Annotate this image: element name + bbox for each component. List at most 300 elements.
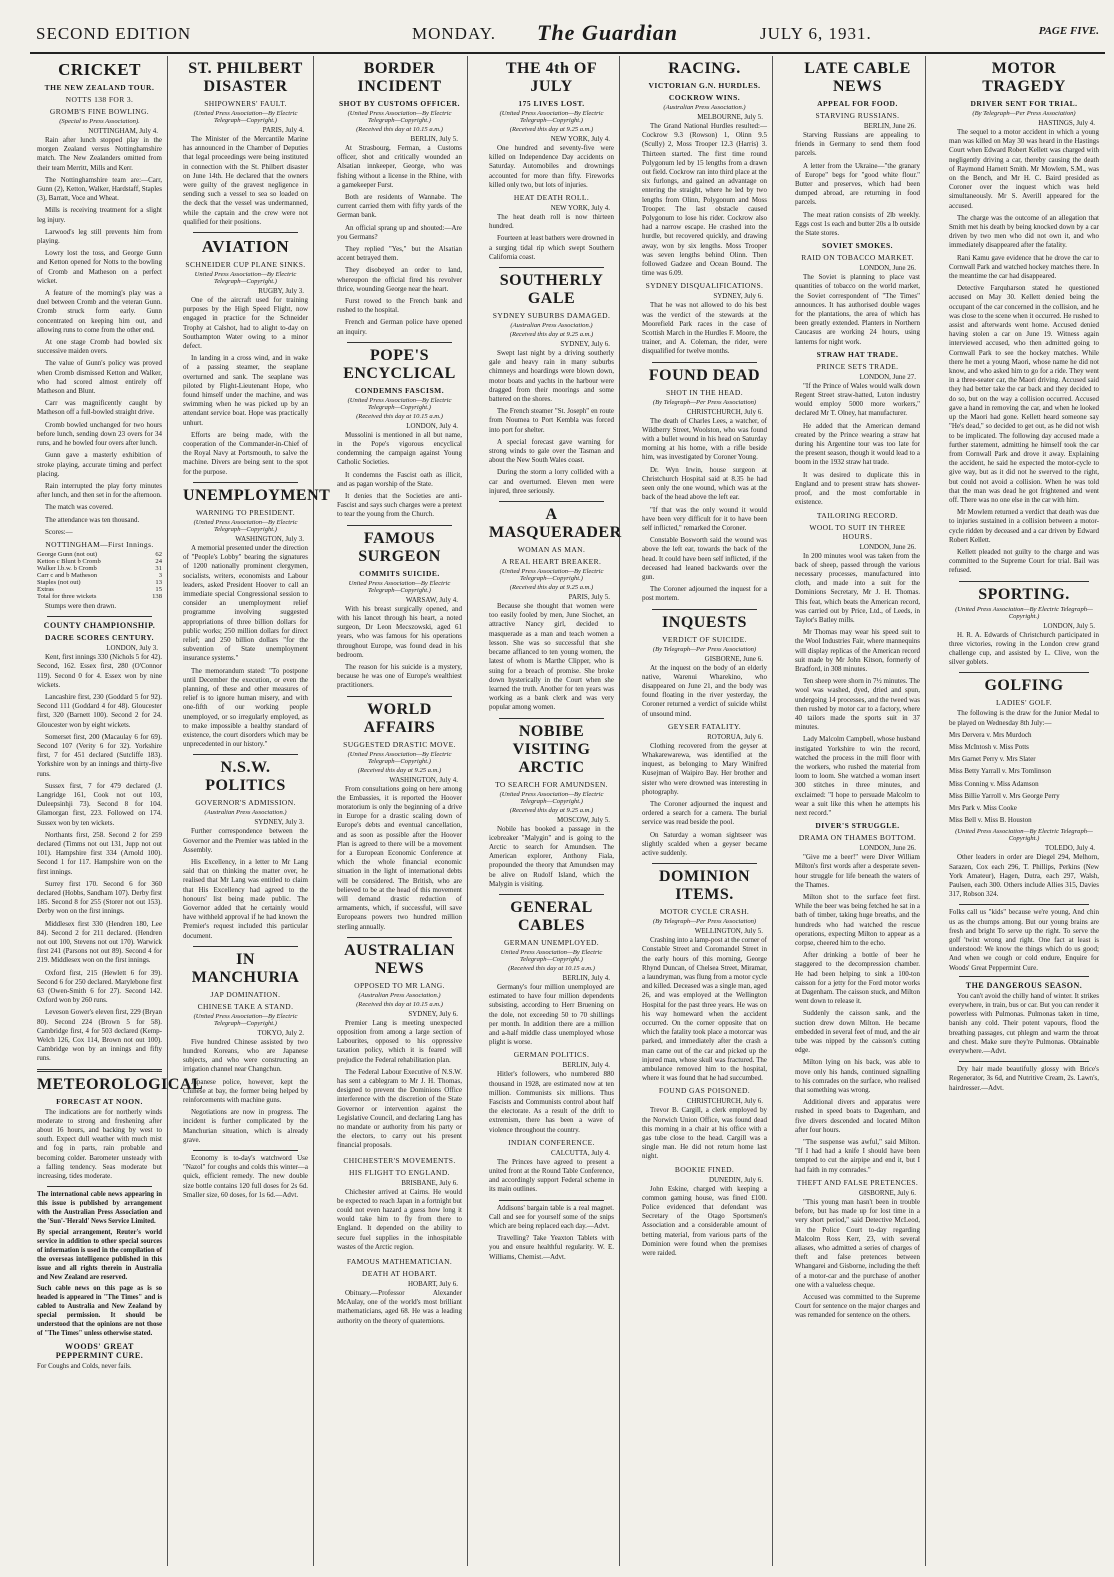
- motor-tragedy-paragraph: Mr Mowlem returned a verdict that death was due to injuries sustained in a collision between a motor-cycle ridden by deceased and a car driven by Edward Robert Kellett.: [949, 508, 1099, 544]
- sporting-story: [949, 586, 1099, 668]
- border-paragraph: At Strasbourg, Ferman, a Customs officer, shot and critically wounded an Alsatian innkeeper, George, who was fishing without a license in the Rhine, with a gamekeeper Furst.: [337, 144, 462, 189]
- golfing-subhead: LADIES' GOLF.: [996, 698, 1052, 708]
- cricket-paragraph: Rain interrupted the play forty minutes after lunch, and then set in for the afternoon.: [37, 481, 162, 500]
- table-row: [37, 565, 162, 572]
- geyser-paragraph: On Saturday a woman sightseer was slightly scalded when a geyser became active suddenly.: [642, 830, 767, 857]
- chichester-subhead: HIS FLIGHT TO ENGLAND.: [349, 1167, 450, 1177]
- general-cables-credit: United Press Association—By Electric Telegraph—Copyright.): [500, 948, 603, 963]
- world-affairs-story: [337, 701, 462, 932]
- nsw-subhead: GOVERNOR'S ADMISSION.: [195, 798, 296, 808]
- manchuria-subhead: JAP DOMINATION.: [210, 989, 281, 999]
- pope-paragraph: It denies that the Societies are anti-Fascist and says such charges were a pretext to tear the young from the Church.: [337, 492, 462, 519]
- racing-credit: (Australian Press Association.): [663, 104, 746, 111]
- list-item: Mrs Park v. Miss Cooke: [949, 803, 1017, 812]
- tailoring-paragraph: Lady Malcolm Campbell, whose husband instigated Yorkshire to win the record, watched the process in the mill floor with the workers, who rushed the material from loom to loom. She watched a woman insert 300 stitches in three minutes, and exclaimed: "I hope to persuade Malcolm to wear a suit like this when he attempts his next record.": [795, 735, 920, 817]
- nobile-story: [489, 723, 614, 889]
- surgeon-story: [337, 530, 462, 691]
- divider: [499, 501, 604, 502]
- surgeon-paragraph: The reason for his suicide is a mystery, because he was one of Europe's wealthiest practitioners.: [337, 662, 462, 690]
- found-dead-credit: (By Telegraph—Per Press Association): [652, 398, 757, 406]
- philbert-headline: ST. PHILBERT DISASTER: [188, 60, 303, 95]
- soviet-paragraph: The Soviet is planning to place vast quantities of tobacco on the world market, the Soviet correspondent of "The Times" announces. It has authorised double wages for the plantations, the area of which has been greatly extended. Planters in Northern Caucasus are working 24 hours, using lanterns for night work.: [795, 273, 920, 346]
- german-politics-dateline: BERLIN, July 4.: [562, 1061, 610, 1070]
- batsman-name: Ketton c Blunt b Cromb: [37, 557, 101, 565]
- masquerader-headline: A MASQUERADER: [489, 506, 622, 542]
- late-cable-story: [795, 60, 920, 1321]
- australian-news-story: [337, 942, 462, 1151]
- table-row: [37, 558, 162, 565]
- indian-conference-headline: INDIAN CONFERENCE.: [508, 1137, 595, 1147]
- cricket-paragraph: Cromb bowled unchanged for two hours before lunch, sending down 23 overs for 34 runs, and he bowled four overs after lunch.: [37, 420, 162, 448]
- sporting-headline: SPORTING.: [978, 585, 1070, 603]
- disqualifications-headline: SYDNEY DISQUALIFICATIONS.: [645, 281, 764, 291]
- divider: [652, 362, 757, 363]
- border-paragraph: They replied "Yes," but the Alsatian accent betrayed them.: [337, 245, 462, 263]
- divider: [652, 609, 757, 610]
- border-subhead: SHOT BY CUSTOMS OFFICER.: [338, 99, 461, 108]
- cricket-dateline: NOTTINGHAM, July 4.: [88, 127, 158, 135]
- pope-story: [337, 347, 462, 520]
- county-paragraph: Somerset first, 200 (Macaulay 6 for 69). Second 107 (Verity 6 for 32). Yorkshire first, 7 for 451 declared (Sutcliffe 183). Yorkshire won by an innings and thirty-five runs.: [37, 732, 162, 778]
- masthead: [30, 18, 1105, 54]
- racing-dateline: MELBOURNE, July 5.: [697, 113, 763, 121]
- found-dead-subhead: SHOT IN THE HEAD.: [666, 387, 743, 397]
- chichester-story: [337, 1156, 462, 1252]
- bookie-paragraph: John Eskine, charged with keeping a common gaming house, was fined £100. Police evidenced that defendant was Secretary of the Otago Sportsmen's Association and a considerable amount of betting material, from various parts of the Dominion were found when the premises were raided.: [642, 1184, 767, 1258]
- border-credit: (United Press Association—By Electric Telegraph—Copyright.): [347, 110, 452, 124]
- batsman-runs: 62: [155, 550, 162, 558]
- unemployment-subhead: WARNING TO PRESIDENT.: [195, 507, 296, 517]
- pope-paragraph: It condemns the Fascist oath as illicit, and as pagan worship of the State.: [337, 470, 462, 488]
- motor-tragedy-paragraph: Kellett pleaded not guilty to the charge and was committed to the Supreme Court for trial. Bail was refused.: [949, 547, 1099, 575]
- list-item: Miss Billie Yarroll v. Mrs George Perry: [949, 791, 1060, 800]
- disqualifications-paragraph: That he was not allowed to do his best was the verdict of the stewards at the Moorefield Park races in the case of Scottish March in the Hurdles F. Moore, the trainer, and A. Coleman, the rider, were disqualified for twelve months.: [642, 301, 767, 356]
- border-received: (Received this day at 10.15 a.m.): [356, 126, 443, 133]
- general-cables-subhead: GERMAN UNEMPLOYED.: [503, 937, 600, 947]
- mathematician-story: [337, 1257, 462, 1326]
- heat-dateline: NEW YORK, July 4.: [550, 204, 610, 213]
- addisons-ad: Addisons' bargain table is a real magnet. Call and see for yourself some of the snips which are being replaced each day.—Advt.: [489, 1203, 614, 1230]
- dominion-subhead: MOTOR CYCLE CRASH.: [659, 907, 750, 917]
- nobile-credit: (United Press Association—By Electric Telegraph—Copyright.): [499, 790, 604, 805]
- july4-subhead: 175 LIVES LOST.: [518, 99, 585, 108]
- day-label: MONDAY.: [412, 24, 496, 43]
- manchuria-story: [183, 951, 308, 1145]
- inquests-dateline: GISBORNE, June 6.: [704, 654, 763, 663]
- july4-dateline: NEW YORK, July 4.: [550, 135, 610, 143]
- found-dead-story: [642, 367, 767, 604]
- edition-label: SECOND EDITION: [36, 24, 192, 43]
- racing-headline: RACING.: [668, 60, 741, 77]
- pope-dateline: LONDON, July 4.: [406, 421, 458, 430]
- column-1: [32, 56, 204, 1566]
- masquerader-subhead: WOMAN AS MAN.: [517, 545, 586, 555]
- diver-paragraph: "Give me a beer!" were Diver William Milton's first words after a desperate seven-hour struggle for life beneath the waters of the Thames.: [795, 853, 920, 889]
- tailoring-paragraph: In 200 minutes wool was taken from the back of sheep, passed through the various necessary processes, manufactured into cloth, and made into a suit for the Dominions Secretary, Mr J. H. Thomas. This feat, which beats the American record, was carried out by Price, Ltd., of Leeds, in Taylor's Batley mills.: [795, 551, 920, 624]
- tailoring-subhead: WOOL TO SUIT IN THREE HOURS.: [809, 522, 906, 541]
- diver-dateline: LONDON, June 26.: [859, 844, 916, 853]
- straw-hat-paragraph: He added that the American demand created by the Prince wearing a straw hat during his Argentine tour was too late for the present season, though it would lead to a boom in the 1932 straw hat trade.: [795, 421, 920, 467]
- divider: [499, 267, 604, 268]
- dominion-dateline: WELLINGTON, July 5.: [694, 927, 763, 936]
- cricket-paragraph: The attendance was ten thousand.: [45, 515, 140, 524]
- tailoring-dateline: LONDON, June 26.: [859, 542, 916, 551]
- met-paragraph: The indications are for northerly winds moderate to strong and freshening after about 16 hours, and backing by west to south. Expect dull weather with much mist and fog in parts, rain probable and becoming colder. Barometer unsteady with a falling tendency. Seas moderate but increasing, tides moderate.: [37, 1107, 162, 1181]
- batsman-name: Carr c and b Matheson: [37, 571, 98, 579]
- county-paragraph: Northants first, 258. Second 2 for 259 declared (Timms not out 131, Jupp not out 101). Hampshire first 334 (Arnold 100). Second 1 for 117. Hampshire won on the first innings.: [37, 830, 162, 876]
- date-label: JULY 6, 1931.: [760, 24, 872, 43]
- geyser-headline: GEYSER FATALITY.: [667, 721, 742, 731]
- disqualifications-dateline: SYDNEY, July 6.: [713, 292, 763, 301]
- border-headline: BORDER INCIDENT: [357, 60, 442, 95]
- scores-label: Scores:—: [45, 527, 73, 536]
- county-paragraph: Sussex first, 7 for 479 declared (J. Langridge 161, Cook not out 103, Duleepsinhji 73). Second 8 for 104. Glamorgan first, 223. Followed on 174. Sussex won by ten wickets.: [37, 781, 162, 827]
- scorecard-table: [37, 551, 162, 600]
- cricket-paragraph: Mills is receiving treatment for a slight leg injury.: [37, 206, 162, 224]
- cable-notice: The international cable news appearing in this issue is published by arrangement with the Australian Press Association and the 'Sun'-'Herald' News Service Limited.: [37, 1191, 162, 1226]
- geyser-paragraph: The Coroner adjourned the inquest and ordered a search for a camera. The burial service was read beside the pool.: [642, 799, 767, 827]
- german-politics-paragraph: Hitler's followers, who numbered 880 thousand in 1928, are estimated now at ten million. Communists six millions. Thus Fascists and Communists control about half the electorate. As a result of the drift to extremism, there has been a wave of violence throughout the country.: [489, 1070, 614, 1134]
- batsman-name: Extras: [37, 585, 54, 593]
- dominion-paragraph: Crashing into a lamp-post at the corner of Constable Street and Coromandel Street in the early hours of this morning, George Rhynd Duncan, of Chelsea Street, Miramar, a laundryman, was flung from a motor cycle and killed. Deceased was a single man, aged 26, and was employed at the Wellington Hospital for the past three years. He was on his way homeward when the accident occurred. On the corner opposite that on which the fatality took place a motorcar was parked, and immediately after the crash a man came out of the car and picked up the injured man, whose skull was fractured. The ambulance removed him to the hospital, where it was found that he had succumbed.: [642, 936, 767, 1083]
- dangerous-season-story: [949, 981, 1099, 1056]
- inquests-paragraph: At the inquest on the body of an elderly native, Warenui Wharekino, who disappeared on June 21, and the body was found floating in the river yesterday, the Coroner returned a verdict of suicide whilst of unsound mind.: [642, 663, 767, 718]
- theft-paragraph: "This young man hasn't been in trouble before, but has made up for lost time in a very short period," said Detective McLeod, in the Police Court to-day regarding Malcolm Ross Kerr, 23, with several aliases, who admitted a series of charges of theft and false pretences between Whangarei and Gisborne, including the theft of a motor-car and the purchase of another one with a valueless cheque.: [795, 1197, 920, 1289]
- straw-hat-subhead: PRINCE SETS TRADE.: [816, 361, 899, 371]
- cricket-paragraph: Larwood's leg still prevents him from playing.: [37, 227, 162, 246]
- gas-paragraph: Trevor B. Cargill, a clerk employed by the Norwich Union Office, was found dead this morning in a chair at his office with a gas tube close to the head. Cargill was a single man. He did not return home last night.: [642, 1106, 767, 1161]
- australian-news-credit: (Australian Press Association.): [358, 991, 441, 999]
- divider: [959, 581, 1089, 582]
- border-paragraph: They disobeyed an order to land, whereupon the official fired his revolver thrice, wounding George near the heart.: [337, 266, 462, 293]
- border-story: [337, 60, 462, 337]
- motor-tragedy-paragraph: The sequel to a motor accident in which a young man was killed on May 30 was heard in the Hastings Court when Edward Robert Kellett was charged with negligently driving a car, thereby causing the death of Raymond Harnett Smith. Mr Mowlem, S.M., was on the Bench, and Mr H. C. Baird presided as Coroner over the inquest which was held simultaneously. Mr S. Averill appeared for the accused.: [949, 128, 1099, 210]
- meteorological-story: [37, 1075, 204, 1182]
- surgeon-credit: United Press Association—By Electric Telegraph—Copyright.): [348, 579, 451, 594]
- county-paragraph: Oxford first, 215 (Hewlett 6 for 39). Second 6 for 250 declared. Marylebone first 63 (Owen-Smith 6 for 27). Second 142. Oxford won by 260 runs.: [37, 968, 162, 1005]
- list-item: Miss McIntosh v. Miss Potts: [949, 742, 1029, 751]
- table-row: [37, 579, 162, 586]
- batsman-name: George Gunn (not out): [37, 550, 98, 558]
- mathematician-subhead: DEATH AT HOBART.: [361, 1269, 438, 1279]
- stumps-note: Stumps were then drawn.: [45, 601, 117, 610]
- batsman-runs: 13: [155, 578, 162, 586]
- county-paragraph: Leveson Gower's eleven first, 229 (Bryan 80). Second 224 (Brown 5 for 58). Cambridge first, 4 for 503 declared (Kemp-Welch 126, Cox 114, Brown not out 100). Cambridge won by an innings and fifty runs.: [37, 1008, 162, 1063]
- late-cable-subhead: APPEAL FOR FOOD.: [817, 99, 898, 108]
- aviation-headline: AVIATION: [201, 237, 290, 257]
- aviation-subhead: SCHNEIDER CUP PLANE SINKS.: [185, 260, 306, 270]
- july4-received: (Received this day at 9.25 a.m.): [509, 126, 594, 133]
- cricket-paragraph: Gunn gave a masterly exhibition of stroke playing, accurate timing and perfect placing.: [37, 451, 162, 478]
- theft-headline: THEFT AND FALSE PRETENCES.: [796, 1177, 919, 1187]
- unemployment-dateline: WASHINGTON, July 3.: [235, 534, 304, 543]
- soviet-headline: SOVIET SMOKES.: [821, 241, 894, 251]
- divider: [47, 1186, 152, 1187]
- column-7: [944, 56, 1104, 1566]
- divider: [47, 616, 152, 617]
- chichester-paragraph: Chichester arrived at Cairns. He would be expected to reach Japan in a fortnight but could not even hazard a guess how long it would take him to fly from there to England. It depended on the ability to secure fuel supplies in the inhospitable wastes of the Arctic region.: [337, 1187, 462, 1251]
- straw-hat-dateline: LONDON, June 27.: [859, 372, 916, 381]
- divider: [193, 946, 298, 947]
- sporting-paragraph: H. R. A. Edwards of Christchurch participated in three victories, rowing in the London crew grand challenge cup, and assisted by L. Clive, won the silver goblets.: [949, 630, 1099, 667]
- cable-notice: Such cable news on this page as is so headed is appeared in "The Times" and is cabled to Australia and New Zealand by special permission. It should be understood that the opinions are not those of "The Times" unless otherwise stated.: [37, 1285, 162, 1338]
- batsman-runs: 15: [155, 585, 162, 593]
- ad-headline: WOODS' GREAT PEPPERMINT CURE.: [55, 1342, 144, 1361]
- gale-paragraph: The French steamer "St. Joseph" en route from Noumea to Port Kembla was forced into port for shelter.: [489, 407, 614, 434]
- mathematician-headline: FAMOUS MATHEMATICIAN.: [346, 1257, 453, 1267]
- australian-news-paragraph: The Federal Labour Executive of N.S.W. has sent a cablegram to Mr J. H. Thomas, designed to prevent the Dominions Office interference with the discretion of the State Governor or intervention against the Legislative Council, and declaring Lang has no mandate or authority from his party or the electors, to carry out his present financial proposals.: [337, 1067, 462, 1150]
- met-headline: METEOROLOGICAL: [37, 1075, 204, 1093]
- county-paragraph: Surrey first 170. Second 6 for 360 declared (Hobbs, Sandham 107). Derby first 185. Second 8 for 255 (Storer not out 153). Derby won on the first innings.: [37, 879, 162, 916]
- golfing-paragraph: The following is the draw for the Junior Medal to be played on Wednesday 8th July:—: [949, 709, 1099, 727]
- motor-tragedy-subhead: DRIVER SENT FOR TRIAL.: [970, 99, 1078, 108]
- aviation-dateline: RUGBY, July 3.: [258, 287, 304, 296]
- nazol-ad: Economy is to-day's watchword Use "Nazol" for coughs and colds this winter—a quick, efficient remedy. The new double size bottle contains 120 full doses for 2s 6d. Smaller size, 60 doses, for 1s 6d.—Advt.: [183, 1154, 308, 1199]
- pope-credit: (United Press Association—By Electric Telegraph—Copyright.): [347, 396, 452, 411]
- gale-subhead: SYDNEY SUBURBS DAMAGED.: [492, 311, 611, 321]
- gale-story: [489, 272, 614, 496]
- australian-news-subhead: OPPOSED TO MR LANG.: [354, 980, 445, 990]
- inquests-credit: (By Telegraph—Per Press Association): [652, 645, 757, 653]
- straw-hat-paragraph: "If the Prince of Wales would walk down Regent Street straw-hatted, Luton industry would employ 5000 more workers," declared Mr T. Olney, hat manufacturer.: [795, 381, 920, 418]
- divider: [499, 718, 604, 719]
- county-paragraph: Kent, first innings 330 (Nichols 5 for 42). Second, 162. Essex first, 280 (O'Connor 119). Second 0 for 4. Essex won by nine wickets.: [37, 653, 162, 689]
- aviation-credit: United Press Association—By Electric Telegraph—Copyright.): [194, 271, 297, 286]
- found-dead-dateline: CHRISTCHURCH, July 6.: [686, 407, 763, 416]
- border-dateline: BERLIN, July 5.: [410, 135, 458, 143]
- divider: [959, 976, 1089, 977]
- found-dead-headline: FOUND DEAD: [648, 366, 761, 384]
- found-dead-paragraph: The death of Charles Lees, a watcher, of Wildberry Street, Woolston, who was found with a bullet wound in his head on Saturday morning at his home, with a rifle beside him, was investigated by Coroner Young.: [642, 416, 767, 462]
- cricket-credit: (Special to Press Association).: [59, 118, 140, 125]
- pope-received: (Received this day at 10.15 a.m.): [356, 412, 443, 420]
- general-cables-headline: GENERAL CABLES: [510, 898, 593, 934]
- surgeon-subhead: COMMITS SUICIDE.: [359, 568, 440, 578]
- manchuria-paragraph: Negotiations are now in progress. The incident is further complicated by the Manchurian situation, which is already grave.: [183, 1108, 308, 1144]
- table-row: [37, 551, 162, 558]
- gale-paragraph: Swept last night by a driving southerly gale and heavy rain in many suburbs chimneys and hoardings were blown down, motor boats and yachts in the harbour were dragged from their moorings and some battered on the shores.: [489, 349, 614, 404]
- late-cable-paragraph: The meat ration consists of 2lb weekly. Eggs cost 1s each and butter 20s a lb outside the State stores.: [795, 210, 921, 238]
- batsman-runs: 24: [155, 557, 162, 565]
- straw-hat-paragraph: It was desired to duplicate this in England and to present straw hats shower-proof, and the most comfortable in existence.: [795, 470, 920, 507]
- general-cables-paragraph: Germany's four million unemployed are estimated to have four million dependents subsisting, according to Herr Bruening on the dole, not exceeding 50 to 70 shillings per month. In addition there are a million and a-half middle class unemployed whose plight is worse.: [489, 982, 614, 1047]
- surgeon-paragraph: With his breast surgically opened, and with his lancet through his heart, a noted surgeon, Dr Leon Mecszowski, aged 61 years, who was famous for his operations throughout Europe, was found dead in his bedroom.: [337, 604, 462, 659]
- german-politics-headline: GERMAN POLITICS.: [513, 1050, 590, 1060]
- table-row: [37, 586, 162, 593]
- met-subhead: FORECAST AT NOON.: [56, 1096, 143, 1106]
- cricket-paragraph: The Nottinghamshire team are:—Carr, Gunn (2), Ketton, Walker, Hardstaff, Staples (3), Barratt, Voce and Wheat.: [37, 175, 162, 203]
- motor-tragedy-paragraph: The charge was the outcome of an allegation that Smith met his death by being knocked down by a car driven by two men who did not own it, and who immediately disappeared after the fatality.: [949, 213, 1099, 250]
- pope-headline: POPE'S ENCYCLICAL: [343, 346, 456, 382]
- inquests-story: [642, 614, 767, 859]
- pope-paragraph: Mussolini is mentioned in all but name, in the Pope's vigorous encyclical condemning the campaign against Young Catholic Societies.: [337, 430, 462, 467]
- theft-dateline: GISBORNE, July 6.: [858, 1188, 916, 1197]
- toledo-dateline: TOLEDO, July 4.: [1044, 844, 1095, 853]
- cricket-paragraph: At one stage Cromb had bowled six successive maiden overs.: [37, 338, 162, 356]
- racing-paragraph: The Grand National Hurdles resulted:—Cockrow 9.3 (Rowson) 1, Olinn 9.5 (Scully) 2, Moss Trooper 12.3 (Harris) 3. Thirteen started. The first time round Polygonum led by 15 lengths from a drawn out field. Cockrow ran into third place at the six furlongs, and gained an advantage on entering the straight, where he led by two lengths from Olinn, Polygonum and Moss Trooper. The last obstacle caused Polygonum to lose his rider. Cockrow also had a narrow escape. He crashed into the hurdle, but recovered quickly, and drawing away, won by six lengths. Moss Trooper was seven lengths behind Olinn. Then followed Gadzee and Ocean Bound. The time was 6.09.: [642, 122, 767, 278]
- found-dead-paragraph: Constable Bosworth said the wound was above the left ear, towards the back of the head. It could have been self inflicted, if the deceased had leaned backwards over the gun.: [642, 536, 767, 581]
- county-subhead: DACRE SCORES CENTURY.: [45, 633, 154, 643]
- table-row: [37, 572, 162, 579]
- divider: [37, 1069, 162, 1072]
- unemployment-paragraph: A memorial presented under the direction of "People's Lobby" bearing the signatures of 1200 nationally prominent clergymen, socialists, writers, economists and Labour leaders, asked President Hoover to call an immediate special Congressional session to consider an unemployment relief programme involving suggested appropriations of three billion dollars for public works; 250 million dollars for direct relief; and 250 billion dollars "for the subvention of State unemployment insurance systems.": [183, 543, 308, 663]
- gale-paragraph: A special forecast gave warning for strong winds to gale over the Tasman and about the New South Wales coast.: [489, 437, 614, 465]
- chichester-headline: CHICHESTER'S MOVEMENTS.: [343, 1155, 456, 1165]
- divider: [347, 937, 452, 938]
- county-paragraph: Lancashire first, 230 (Goddard 5 for 92). Second 111 (Goddard 4 for 48). Gloucester first, 320 (Barnett 100). Second 2 for 24. Gloucester won by eight wickets.: [37, 692, 162, 729]
- masquerader-subhead-2: A REAL HEART BREAKER.: [501, 557, 602, 567]
- diver-headline: DIVER'S STRUGGLE.: [815, 821, 900, 831]
- general-cables-dateline: BERLIN, July 4.: [562, 973, 610, 982]
- golfing-headline: GOLFING: [984, 677, 1064, 695]
- diver-paragraph: After drinking a bottle of beer he staggered to the decompression chamber. He had been helping to sink a 100-ton caisson for a jetty for the Ford motor works at Dagenham. The caisson stuck, and Milton went down to release it.: [795, 951, 920, 1006]
- nsw-dateline: SYDNEY, July 3.: [254, 818, 304, 827]
- cricket-paragraph: Carr was magnificently caught by Matheson off a full-bowled straight drive.: [37, 399, 162, 417]
- motor-tragedy-story: [949, 60, 1099, 576]
- manchuria-dateline: TOKYO, July 2.: [257, 1028, 304, 1037]
- dangerous-season-headline: THE DANGEROUS SEASON.: [965, 980, 1083, 990]
- divider: [193, 482, 298, 483]
- border-paragraph: An official sprang up and shouted:—Are you Germans?: [337, 223, 462, 241]
- nsw-paragraph: His Excellency, in a letter to Mr Lang said that on thinking the matter over, he realised that Mr Lang was entitled to claim that His Excellency had agreed to the honours' list being made public. The Governor added that he certainly would have withheld approval if he had known the Premier's request included this particular document.: [183, 857, 308, 940]
- divider: [499, 1200, 604, 1201]
- diver-paragraph: Milton shot to the surface feet first. While the beer was being fetched he sat in a bath of timber, taking huge breaths, and the hundreds who had watched the rescue operations, expecting Milton to appear as a corpse, cheered him to the echo.: [795, 893, 920, 948]
- toledo-credit: (United Press Association—By Electric Telegraph—Copyright.): [955, 828, 1093, 843]
- late-cable-headline: LATE CABLE NEWS: [804, 60, 911, 95]
- world-affairs-credit: (United Press Association—By Electric Telegraph—Copyright.): [347, 750, 452, 765]
- manchuria-paragraph: Japanese police, however, kept the Chinese at bay, the former being helped by reinforcements with machine guns.: [183, 1077, 308, 1105]
- masquerader-credit: (United Press Association—By Electric Telegraph—Copyright.): [499, 568, 604, 583]
- diver-paragraph: Milton lying on his back, was able to move only his hands, continued signalling to his comrades on the surface, who realised that something was wrong.: [795, 1058, 920, 1095]
- soviet-dateline: LONDON, June 26.: [859, 264, 916, 273]
- late-cable-dateline: BERLIN, June 26.: [863, 122, 916, 130]
- cricket-headline: CRICKET: [58, 60, 141, 79]
- world-affairs-subhead: SUGGESTED DRASTIC MOVE.: [343, 739, 456, 749]
- toledo-paragraph: Other leaders in order are Diegel 294, Melhorn, Sarazen, Cox each 296, T. Phillips, Perkins (New York Amateur), Hagen, Dutra, each 297, Walsh, Paulsen, each 300. Others include Allies 315, Davies 317, Robson 324.: [949, 853, 1099, 899]
- list-item: Mrs Dervera v. Mrs Murdoch: [949, 730, 1032, 739]
- straw-hat-headline: STRAW HAT TRADE.: [816, 349, 899, 359]
- divider: [499, 894, 604, 895]
- chichester-dateline: BRISBANE, July 6.: [401, 1178, 458, 1187]
- motor-tragedy-credit: (By Telegraph—Per Press Association): [972, 110, 1076, 117]
- racing-subhead-2: COCKROW WINS.: [668, 93, 741, 102]
- list-item: Miss Betty Yarrall v. Mrs Tomlinson: [949, 767, 1052, 776]
- border-paragraph: French and German police have opened an inquiry.: [337, 318, 462, 336]
- divider: [959, 672, 1089, 673]
- divider: [193, 1150, 298, 1151]
- tailoring-paragraph: Ten sheep were shorn in 7½ minutes. The wool was washed, dyed, dried and spun, undergoing 14 processes, and the tweed was then rushed by motor car to a factory, where 40 tailors made the sports suit in 37 minutes.: [795, 677, 920, 732]
- column-4: [484, 56, 620, 1566]
- australian-news-received: (Received this day at 10.15 a.m.): [356, 1000, 443, 1008]
- verse-ad: Folks call us "kids" because we're young, And chin us as the chumps among. But our young brains are fresh and bright To serve up the right. To serve the golf 'twixt wrong and right. One fact at least is understood: We know the things which do us good; And when we cough or cold endure, Enquire for Woods' Great Peppermint Cure.: [949, 908, 1099, 972]
- theft-paragraph: Accused was committed to the Supreme Court for sentence on the major charges and was remanded for sentence on the others.: [795, 1292, 920, 1320]
- motor-tragedy-headline: MOTOR TRAGEDY: [982, 60, 1066, 95]
- cricket-subhead: THE NEW ZEALAND TOUR.: [44, 83, 155, 92]
- late-cable-paragraph: A letter from the Ukraine—"the granary of Europe" begs for "good white flour." Butter and preserves, which had been dumped abroad, are returning in food parcels.: [795, 161, 920, 207]
- divider: [193, 754, 298, 755]
- july4-story: [489, 60, 614, 262]
- motor-tragedy-paragraph: Rani Kamu gave evidence that he drove the car to Cornwall Park and watched hockey matches there. In the meantime the car had disappeared.: [949, 253, 1099, 281]
- motor-tragedy-dateline: HASTINGS, July 4.: [1038, 119, 1095, 127]
- australian-news-paragraph: Premier Lang is meeting unexpected opposition from among a large section of Labourites, opposed to his oppressive taxation policy, which it is feared will prejudice the Federal rehabilitation plan.: [337, 1018, 462, 1064]
- heat-paragraph: Fourteen at least bathers were drowned in a surging tidal rip which swept Southern California coast.: [489, 234, 615, 261]
- divider: [347, 696, 452, 697]
- philbert-credit: (United Press Association—By Electric Telegraph—Copyright.): [193, 110, 298, 124]
- late-cable-paragraph: Starving Russians are appealing to friends in Germany to send them food parcels.: [795, 131, 920, 158]
- dangerous-season-paragraph: You can't avoid the chilly hand of winter. It strikes everywhere, in train, bus or car. But you can render it powerless with Pulmonas. Pulmonas taken in time, banish any cold. Their potent vapours, flood the breathing passages, cut phlegm and warm the throat and chest. Make sure they're Pulmonas. Obtainable everywhere.—Advt.: [949, 991, 1099, 1056]
- found-dead-paragraph: Dr. Wyn Irwin, house surgeon at Christchurch Hospital said at 8.35 he had seen only the one wound, which was at the back of the head above the left ear.: [642, 465, 767, 502]
- manchuria-credit: (United Press Association—By Electric Telegraph—Copyright.): [193, 1012, 298, 1027]
- found-dead-paragraph: "If that was the only wound it would have been very difficult for it to have been self inflicted," remarked the Coroner.: [642, 505, 767, 532]
- soviet-subhead: RAID ON TOBACCO MARKET.: [801, 253, 914, 263]
- australian-news-dateline: SYDNEY, July 6.: [408, 1009, 458, 1018]
- gale-dateline: SYDNEY, July 6.: [560, 340, 610, 349]
- county-dateline: LONDON, July 3.: [106, 644, 158, 653]
- golfing-story: [949, 677, 1099, 899]
- philbert-paragraph: The Minister of the Mercantile Marine has announced in the Chamber of Deputies that legal proceedings were being instituted in connection with the St. Philbert disaster on June 14th. He declared that the owners were guilty of the gravest negligence in sending such a vessel to sea so loaded on the deck that the vessel was undermanned, while the captain and the crew were not qualified for their positions.: [183, 135, 308, 226]
- gale-headline: SOUTHERLY GALE: [499, 272, 604, 308]
- world-affairs-paragraph: From consultations going on here among the Embassies, it is reported the Hoover moratorium is only the beginning of a drive in Europe for a drastic scaling down of Europe's debts and eventual cancellation, and as soon as possible after the Hoover Plan is agreed to there will be a movement for a European Economic Conference at which the whole financial economic situation in the light of international debts will be considered. The British, who are believed to be at the head of this movement will demand drastic reduction of armaments, which, if successful, will save Europeans powers two hundred million sterling annually.: [337, 784, 462, 931]
- indian-conference-paragraph: The Princes have agreed to present a united front at the Round Table Conference, and accordingly support Federal scheme in its main outlines.: [489, 1157, 614, 1194]
- nsw-paragraph: Further correspondence between the Governor and the Premier was tabled in the Assembly.: [183, 827, 308, 854]
- philbert-story: [183, 60, 308, 227]
- gale-paragraph: During the storm a lorry collided with a car and overturned. Eleven men were injured, three seriously.: [489, 468, 614, 495]
- border-paragraph: Furst rowed to the French bank and rushed to the hospital.: [337, 297, 462, 315]
- sporting-dateline: LONDON, July 5.: [1043, 621, 1095, 630]
- divider: [652, 863, 757, 864]
- page-number: PAGE FIVE.: [1038, 25, 1099, 37]
- list-item: Miss Conning v. Miss Adamson: [949, 779, 1039, 788]
- masquerader-paragraph: Because she thought that women were too easily fooled by men, June Siochet, an attractive Nancy girl, decided to masquerade as a man and teach women a lesson. She was so successful that she became affianced to ten young women, the latest of whom is Marthe Clipper, who is suing for a breach of promise. She broke down hysterically in the Court when she learned the truth. Another for ten years was working as a bank clerk and was very popular among women.: [489, 602, 614, 712]
- cricket-story: [37, 60, 162, 611]
- aviation-paragraph: One of the aircraft used for training purposes by the High Speed Flight, now engaged in practice for the Schneider Trophy at Calshot, had to alight to-day on Southampton Water owing to a minor defect.: [183, 296, 308, 351]
- nsw-headline: N.S.W. POLITICS: [205, 759, 286, 795]
- unemployment-paragraph: The memorandum stated: "To postpone until December the execution, or even the planning, of these and other measures of relief is to ignore human misery, and with one-fifth of our working people unemployed, or so irregularly employed, as to make impossible a healthy standard of existence, the court disorders which may be unprecedented in our history.": [183, 666, 308, 749]
- indian-conference-dateline: CALCUTTA, July 4.: [551, 1148, 610, 1157]
- inquests-headline: INQUESTS: [662, 613, 747, 631]
- nobile-subhead: TO SEARCH FOR AMUNDSEN.: [495, 779, 608, 789]
- dominion-headline: DOMINION ITEMS.: [658, 868, 751, 904]
- county-story: [37, 621, 162, 1064]
- column-5: [637, 56, 773, 1566]
- innings-label: NOTTINGHAM—First Innings.: [45, 539, 154, 549]
- divider: [193, 232, 298, 233]
- cricket-subhead-3: GROMB'S FINE BOWLING.: [49, 107, 150, 116]
- july4-credit: (United Press Association—By Electric Telegraph—Copyright.): [499, 110, 604, 124]
- ad-body: For Coughs and Colds, never fails.: [37, 1363, 132, 1371]
- mathematician-paragraph: Obituary.—Professor Alexander McAulay, one of the world's most brilliant mathematicians, aged 68. He was a leading authority on the theory of quaternions.: [337, 1289, 462, 1325]
- nobile-paragraph: Nobile has booked a passage in the icebreaker "Malygin" and is going to the Arctic to search for Amundsen. The American explorer, Anthony Fiala, propounded the theory that Amundsen may be alive on Rudolf Island, which the Malygin is visiting.: [489, 824, 614, 888]
- tailoring-headline: TAILORING RECORD.: [816, 510, 899, 520]
- diver-paragraph: "The suspense was awful," said Milton. "If I had had a knife I should have been tempted to cut the airpipe and end it, but I had faith in my comrades.": [795, 1138, 920, 1174]
- masquerader-received: (Received this day at 9.25 a.m.): [509, 584, 594, 592]
- list-item: Mrs Garnet Perry v. Mrs Slater: [949, 755, 1036, 764]
- hair-ad: Dry hair made beautifully glossy with Brice's Regenerator, 3s 6d, and Nutritive Cream, 2s. Lawn's, hairdresser.—Advt.: [949, 1065, 1099, 1092]
- cricket-subhead-2: NOTTS 138 FOR 3.: [65, 95, 134, 104]
- unemployment-story: [183, 486, 331, 749]
- total-row: [37, 593, 162, 600]
- philbert-dateline: PARIS, July 4.: [262, 126, 304, 134]
- cricket-paragraph: The match was covered.: [45, 503, 114, 512]
- july4-headline: THE 4th OF JULY: [505, 60, 598, 95]
- cricket-paragraph: Rain after lunch stopped play in the morgen Zealand versus Nottinghamshire match. The New Zealanders omitted from their team Merritt, Mills and Kerr.: [37, 136, 162, 172]
- motor-tragedy-paragraph: Detective Farquharson stated he questioned accused on May 30. Kellett denied being the occupant of the car concerned in the collision, and he was close to the scene when it occurred. He rushed to assist and afterwards went home. Accused denied having stolen a car on June 19. Witness again interviewed accused, who then admitted going to Cornwall Park to see the hockey matches. While there he met a young Maori, whose name he did not know, and who asked him to go for a ride. They went in a three-seater car, the Maori driving. Accused said they had better take the car back and they decided to do so, but on the way a collision occurred. Accused gave a hand in removing the car, and when he looked up the Maori had gone. Kellett heard someone say "He's dead," so decided to get out, as he did not wish to be implicated. The following day accused made a further statement, admitting he himself took the car from Cornwall Park and drove it away. Explaining the accident, he said he expected the motor-cycle to give way, but as it did not he swerved to the right, but could not avoid a collision. When he was told that the man was dead he got frightened and went off. There was no one else in the car with him.: [949, 284, 1099, 504]
- cable-notice: By special arrangement, Reuter's world service in addition to other special sources of information is used in the compilation of the overseas intelligence published in this issue and all rights therein in Australia and New Zealand are reserved.: [37, 1229, 162, 1282]
- column-6: [790, 56, 926, 1566]
- list-item: Miss Bell v. Miss B. Houston: [949, 816, 1032, 825]
- general-cables-received: (Received this day at 10.15 a.m.): [508, 964, 595, 972]
- sporting-credit: (United Press Association—By Electric Telegraph—Copyright.): [955, 605, 1093, 620]
